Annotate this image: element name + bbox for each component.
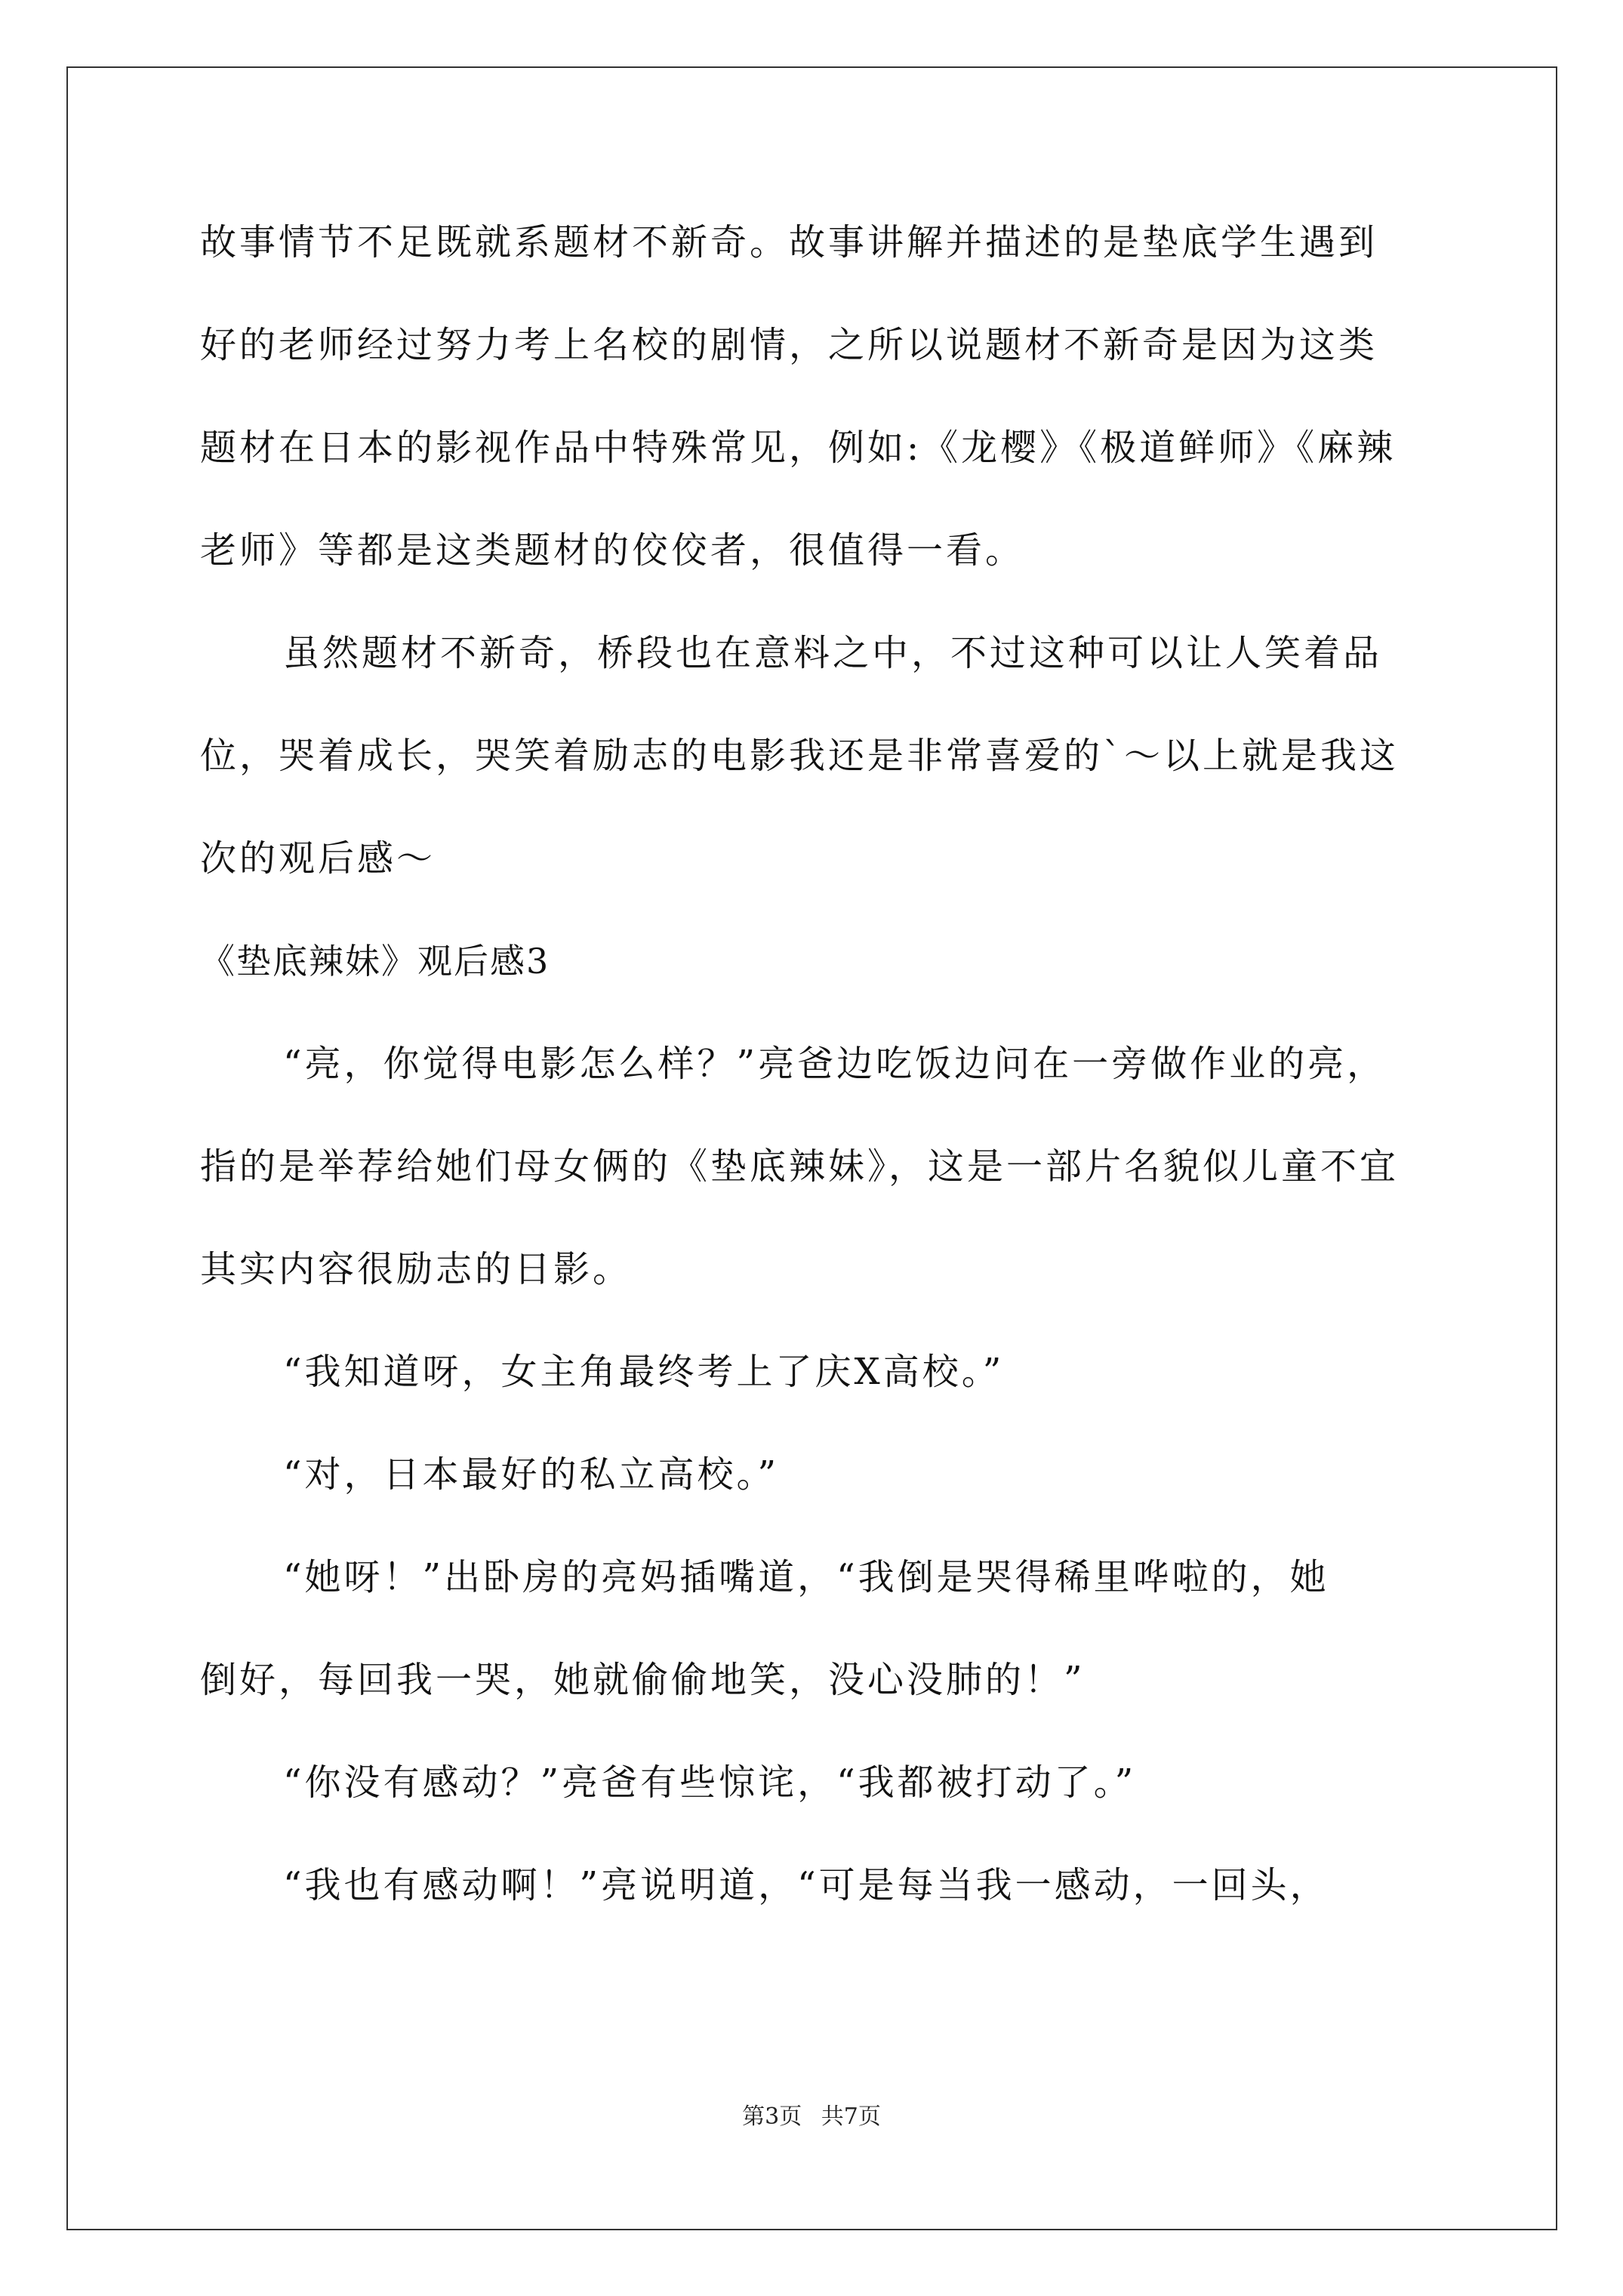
paragraph-line: “她呀！”出卧房的亮妈插嘴道，“我倒是哭得稀里哗啦的，她 <box>283 1556 1329 1598</box>
paragraph-line: “对，日本最好的私立高校。” <box>283 1453 780 1496</box>
section-heading: 《垫底辣妹》观后感3 <box>200 941 550 982</box>
page-number: 第3页 <box>742 2103 802 2130</box>
paragraph-line: 虽然题材不新奇，桥段也在意料之中，不过这种可以让人笑着品 <box>283 632 1383 674</box>
paragraph-line: 题材在日本的影视作品中特殊常见，例如:《龙樱》《极道鲜师》《麻辣 <box>200 427 1397 469</box>
paragraph-line: 故事情节不足既就系题材不新奇。故事讲解并描述的是垫底学生遇到 <box>200 221 1378 264</box>
paragraph-line: 倒好，每回我一哭，她就偷偷地笑，没心没肺的！” <box>200 1659 1086 1701</box>
paragraph-line: “我也有感动啊！”亮说明道，“可是每当我一感动，一回头， <box>283 1864 1329 1906</box>
document-body <box>200 219 1438 1965</box>
page-total: 共7页 <box>821 2103 881 2130</box>
paragraph-line: “亮，你觉得电影怎么样？”亮爸边吃饭边问在一旁做作业的亮， <box>283 1043 1387 1085</box>
paragraph-line: 位，哭着成长，哭笑着励志的电影我还是非常喜爱的`～以上就是我这 <box>200 735 1400 777</box>
paragraph-line: 老师》等都是这类题材的佼佼者，很值得一看。 <box>200 529 1025 572</box>
paragraph-line: “我知道呀，女主角最终考上了庆X高校。” <box>283 1351 1005 1393</box>
paragraph-line: 次的观后感～ <box>200 837 436 880</box>
page-footer <box>0 2103 1623 2131</box>
paragraph-line: 好的老师经过努力考上名校的剧情，之所以说题材不新奇是因为这类 <box>200 324 1378 366</box>
paragraph-line: 指的是举荐给她们母女俩的《垫底辣妹》，这是一部片名貌似儿童不宜 <box>200 1145 1400 1188</box>
paragraph-line: 其实内容很励志的日影。 <box>200 1248 633 1290</box>
paragraph-line: “你没有感动？”亮爸有些惊诧，“我都被打动了。” <box>283 1761 1137 1804</box>
